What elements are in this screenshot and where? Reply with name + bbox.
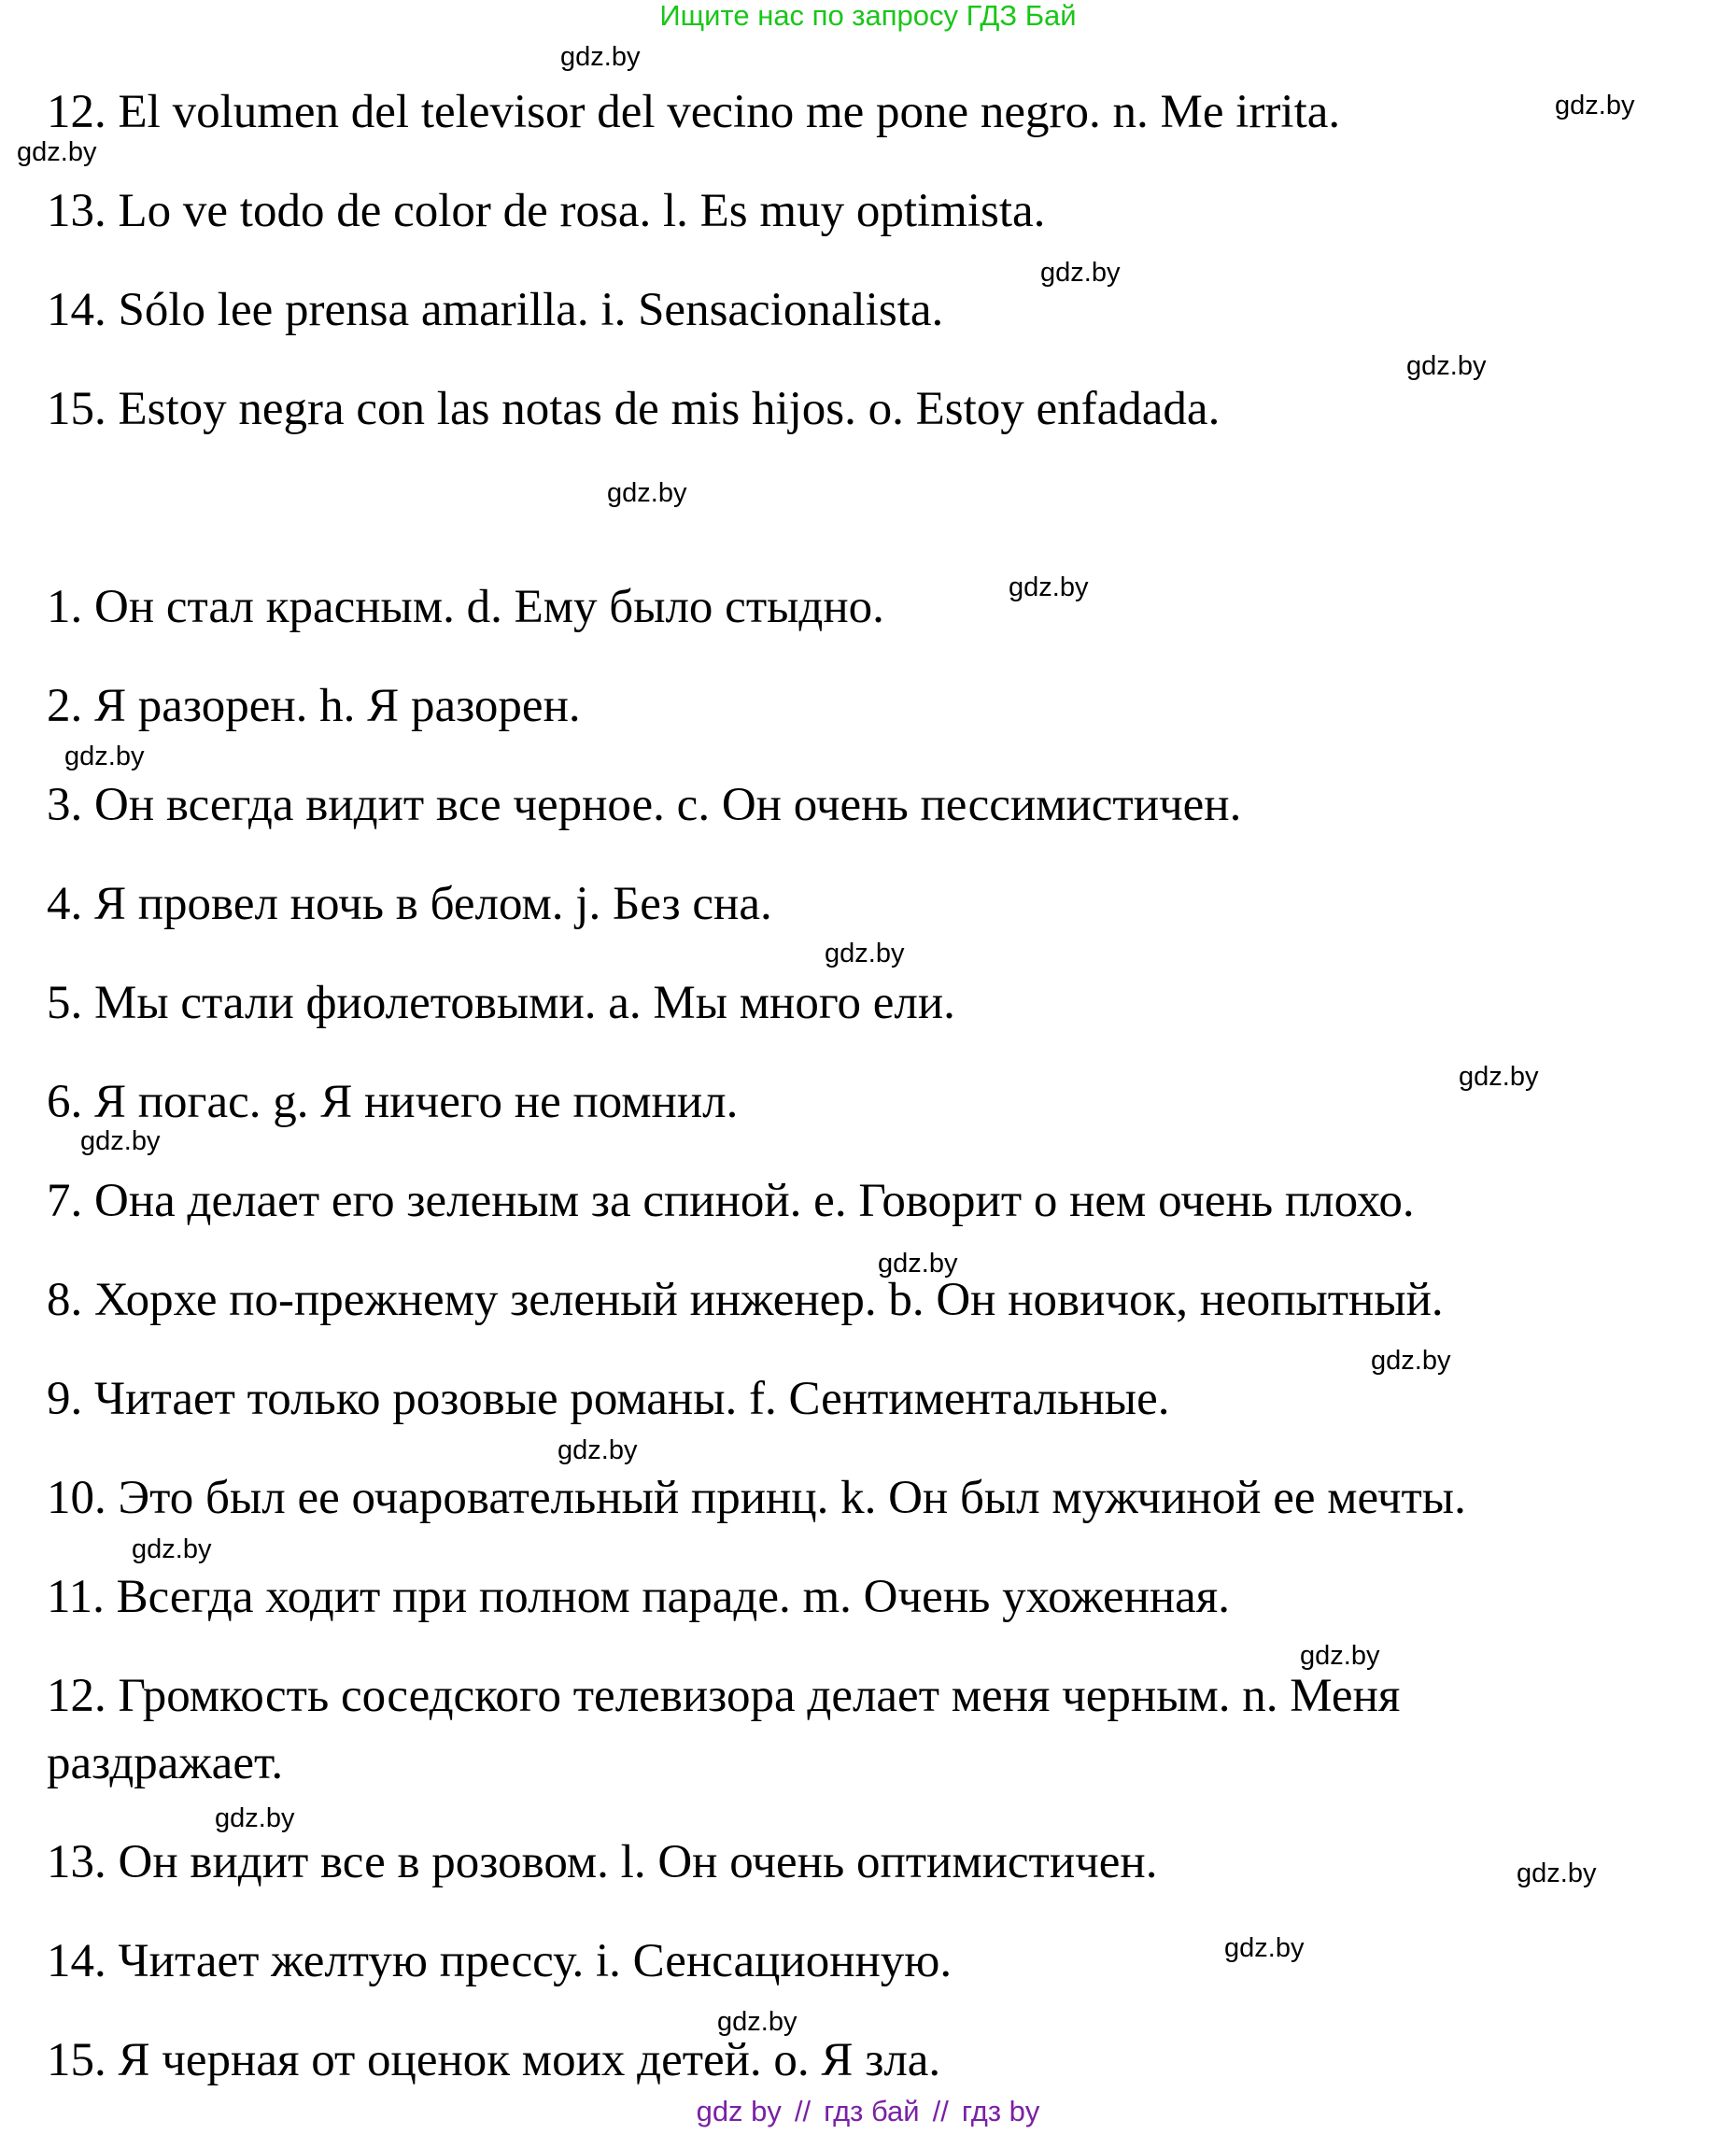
russian-line-14: 14. Читает желтую прессу. i. Сенсационную. — [47, 1935, 953, 1987]
watermark: gdz.by — [607, 478, 687, 508]
watermark: gdz.by — [1300, 1641, 1380, 1671]
watermark: gdz.by — [825, 939, 905, 968]
watermark: gdz.by — [560, 42, 641, 72]
watermark: gdz.by — [1040, 258, 1121, 288]
russian-line-6: 6. Я погас. g. Я ничего не помнил. — [47, 1076, 739, 1128]
russian-line-10: 10. Это был ее очаровательный принц. k. Он был мужчиной ее мечты. — [47, 1472, 1466, 1524]
top-banner[interactable]: Ищите нас по запросу ГДЗ Бай — [659, 0, 1077, 32]
spanish-line-14: 14. Sólo lee prensa amarilla. i. Sensacionalista. — [47, 284, 944, 336]
russian-line-15: 15. Я черная от оценок моих детей. о. Я зла. — [47, 2034, 941, 2086]
russian-line-9: 9. Читает только розовые романы. f. Сентиментальные. — [47, 1373, 1170, 1425]
watermark: gdz.by — [717, 2007, 797, 2037]
watermark: gdz.by — [1459, 1062, 1539, 1092]
footer-separator: // — [932, 2095, 949, 2127]
russian-line-8: 8. Хорхе по-прежнему зеленый инженер. b. Он новичок, неопытный. — [47, 1274, 1444, 1326]
watermark: gdz.by — [1517, 1858, 1597, 1888]
spanish-line-12: 12. El volumen del televisor del vecino me pone negro. n. Me irrita. — [47, 86, 1341, 138]
russian-line-12: 12. Громкость соседского телевизора делает меня черным. n. Меня — [47, 1670, 1401, 1722]
russian-line-4: 4. Я провел ночь в белом. j. Без сна. — [47, 878, 772, 930]
watermark: gdz.by — [1009, 572, 1089, 602]
watermark: gdz.by — [64, 742, 145, 771]
watermark: gdz.by — [878, 1249, 958, 1279]
footer-links — [0, 2095, 1736, 2128]
watermark: gdz.by — [132, 1534, 212, 1564]
russian-line-2: 2. Я разорен. h. Я разорен. — [47, 680, 581, 732]
watermark: gdz.by — [557, 1435, 638, 1465]
watermark: gdz.by — [1224, 1933, 1305, 1963]
russian-line-13: 13. Он видит все в розовом. l. Он очень оптимистичен. — [47, 1836, 1158, 1888]
spanish-line-15: 15. Estoy negra con las notas de mis hijos. o. Estoy enfadada. — [47, 383, 1221, 435]
footer-link-gdz-by[interactable]: gdz by — [696, 2095, 782, 2127]
footer-link-gdz-by-cyr[interactable]: гдз by — [961, 2095, 1040, 2127]
russian-line-7: 7. Она делает его зеленым за спиной. е. Говорит о нем очень плохо. — [47, 1175, 1415, 1227]
russian-line-12-cont: раздражает. — [47, 1737, 284, 1789]
russian-line-3: 3. Он всегда видит все черное. с. Он очень пессимистичен. — [47, 779, 1242, 831]
watermark: gdz.by — [80, 1126, 161, 1156]
russian-line-5: 5. Мы стали фиолетовыми. а. Мы много ели. — [47, 977, 955, 1029]
spanish-line-13: 13. Lo ve todo de color de rosa. l. Es muy optimista. — [47, 185, 1046, 237]
watermark: gdz.by — [1406, 351, 1487, 381]
footer-separator: // — [794, 2095, 812, 2127]
watermark: gdz.by — [1555, 91, 1635, 120]
russian-line-11: 11. Всегда ходит при полном параде. m. Очень ухоженная. — [47, 1571, 1231, 1623]
watermark: gdz.by — [17, 137, 97, 167]
footer-link-gdz-bai[interactable]: гдз бай — [824, 2095, 920, 2127]
russian-line-1: 1. Он стал красным. d. Ему было стыдно. — [47, 581, 884, 633]
watermark: gdz.by — [215, 1803, 295, 1833]
watermark: gdz.by — [1371, 1346, 1451, 1376]
